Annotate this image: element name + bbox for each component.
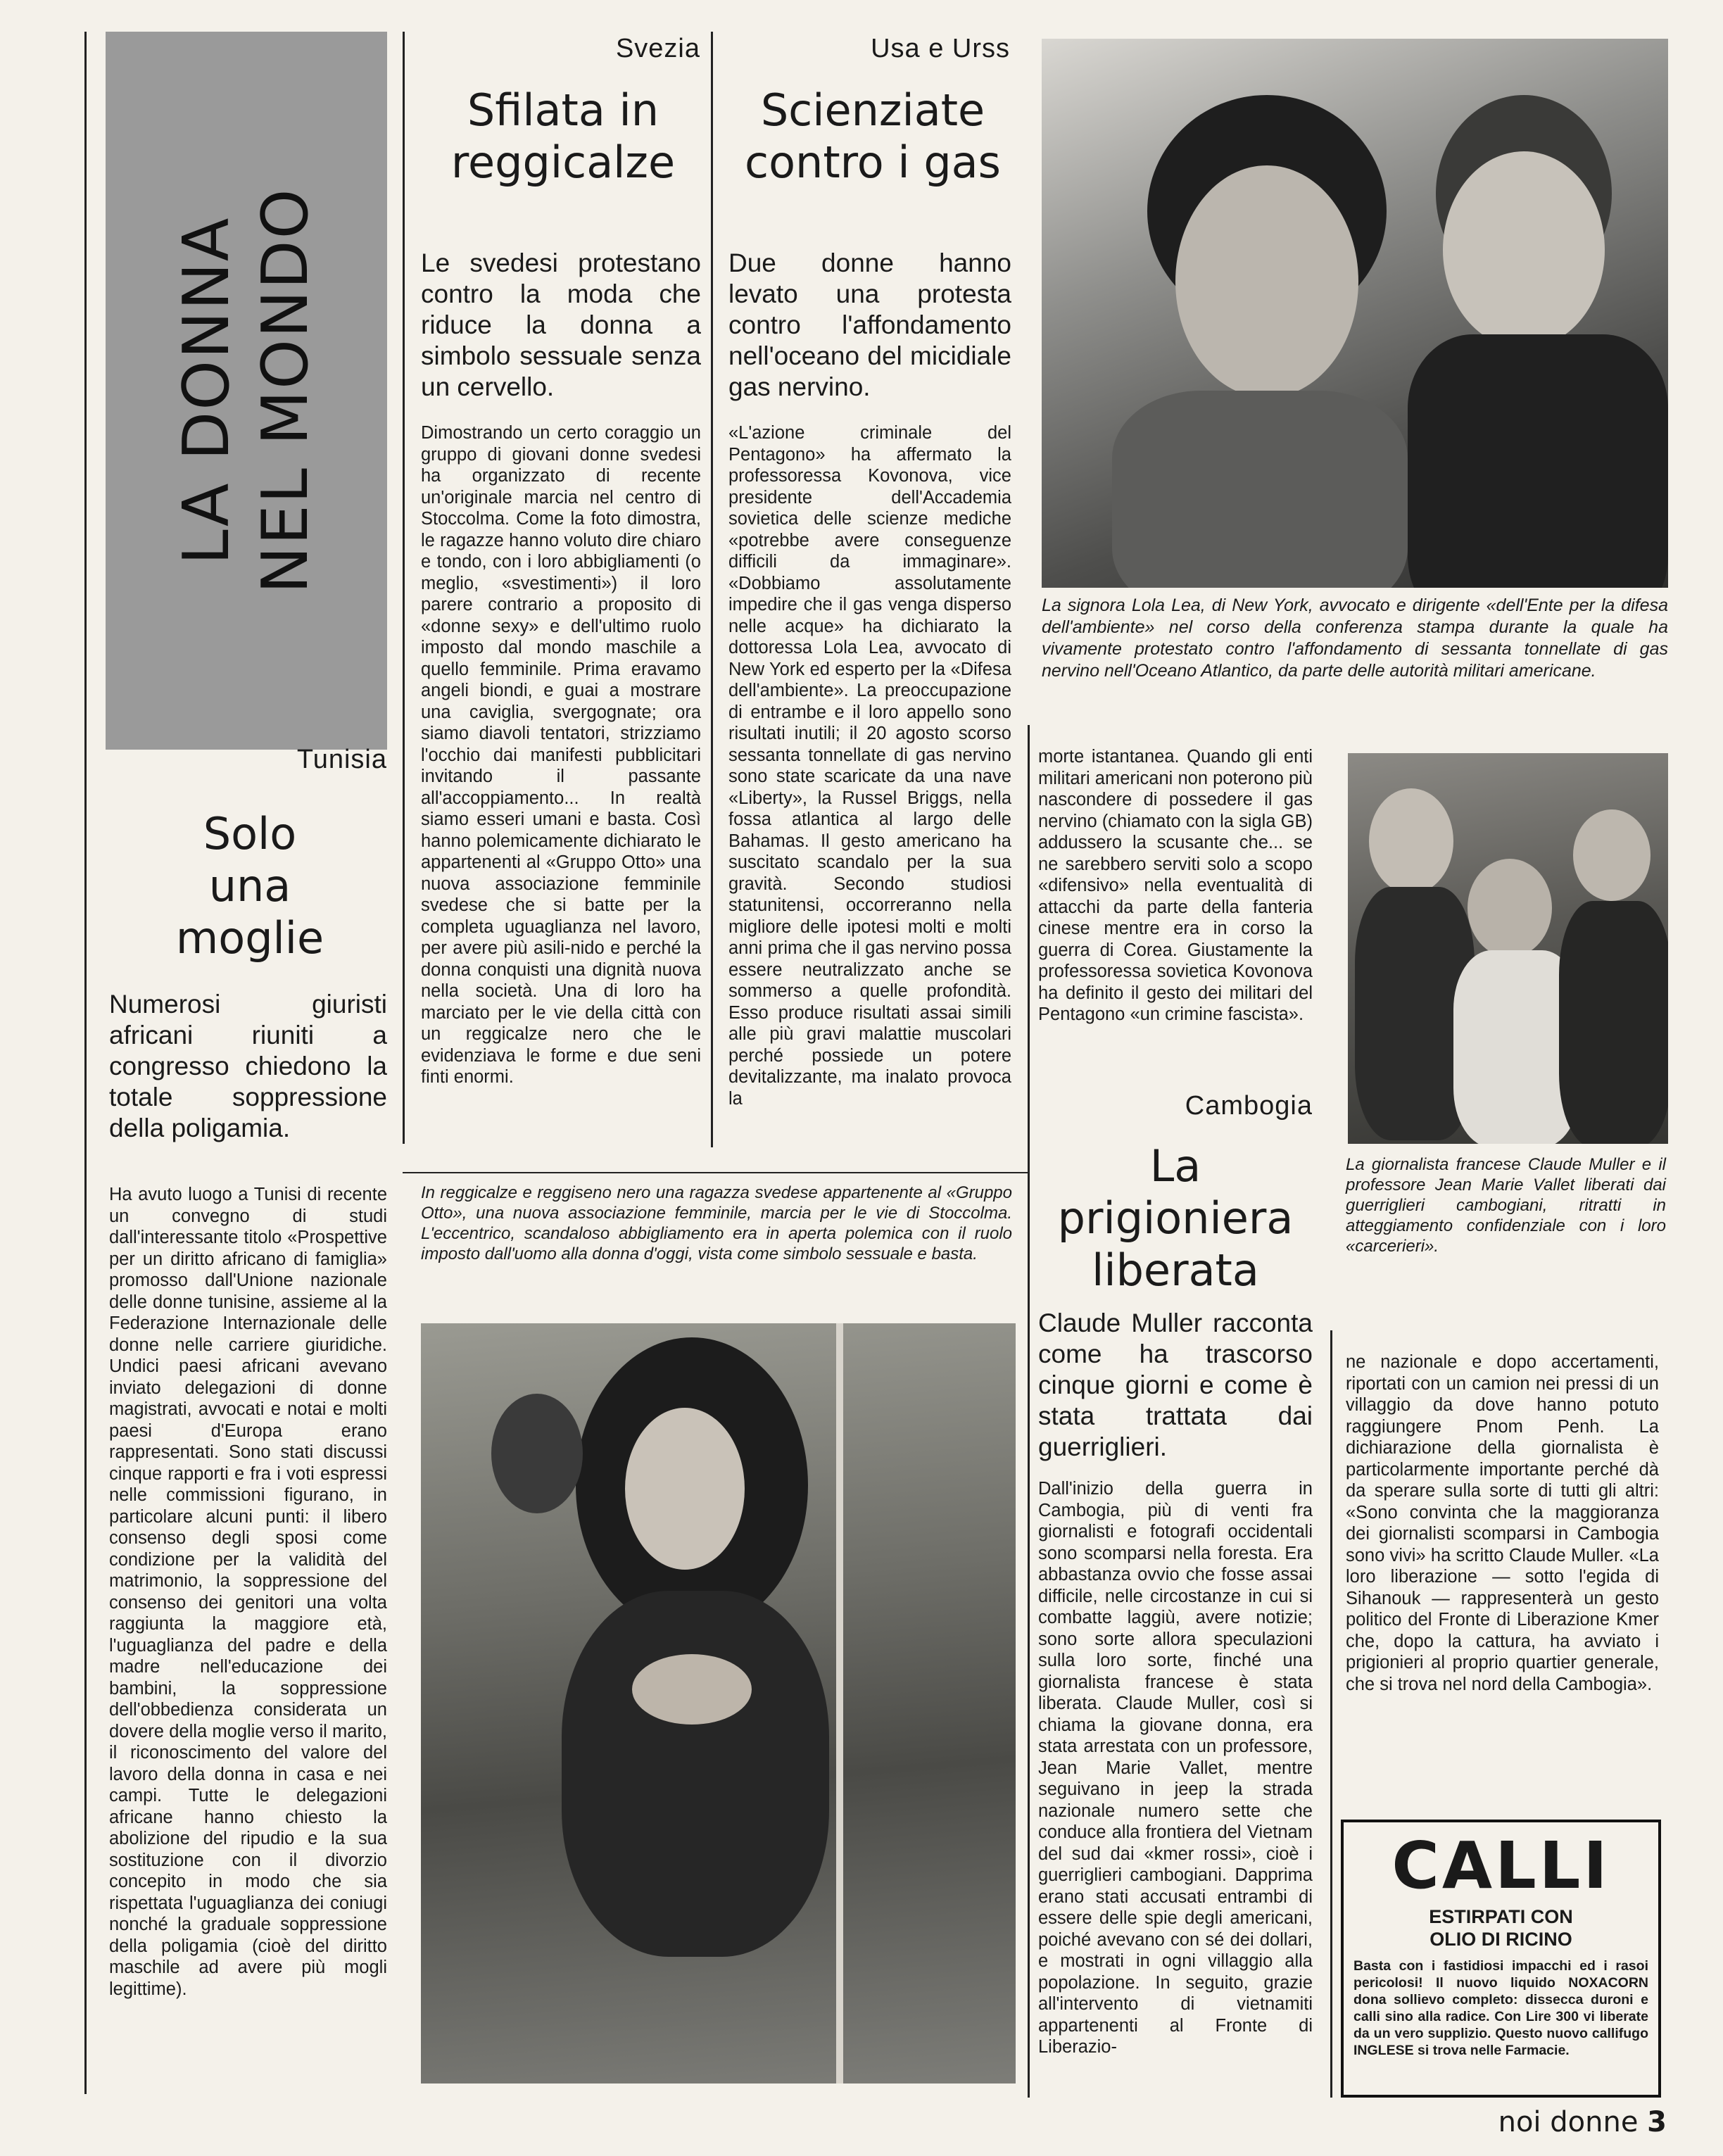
lola-lea-photo — [1042, 39, 1668, 588]
cambogia-photo — [1348, 753, 1668, 1144]
svezia-photo — [421, 1323, 1016, 2083]
cambogia-photo-caption: La giornalista francese Claude Muller e il professore Jean Marie Vallet liberati dai guerriglieri cambogiani, ritratti in atteggiamento confidenziale con i loro «carcerieri». — [1346, 1155, 1666, 1256]
tunisia-body: Ha avuto luogo a Tunisi di recente un convegno di studi dall'interessante titolo «Prospettive per un diritto africano di famiglia» promosso dall'Unione nazionale delle donne tunisine, assieme al la Federazione Internazionale delle donne nelle carriere giuridiche. Undici paesi africani avevano inviato delegazioni di donne magistrati, avvocati e notai e molti paesi d'Europa erano rappresentati. Sono stati discussi cinque rapporti e fra i voti espressi nelle commissioni figurano, in particolare alcuni punti: il libero consenso degli sposi come condizione per la validità del matrimonio, la soppressione del consenso dei genitori una volta raggiunta la maggiore età, l'uguaglianza del padre e della madre nell'educazione dei bambini, la soppressione dell'obbedienza considerata un dovere della moglie verso il marito, il riconoscimento del valore del lavoro della donna in casa e nei campi. Tutte le delegazioni africane hanno chiesto la abolizione del ripudio e la sua sostituzione con il divorzio concepito in modo che sia rispettata l'uguaglianza dei coniugi nonché la graduale soppressione della poligamia (cioè del diritto maschile ad avere più mogli legittime). — [109, 1185, 393, 1999]
cambogia-headline: La prigioniera liberata — [1057, 1140, 1294, 1296]
tunisia-kicker: Tunisia — [296, 745, 387, 774]
usa-body-continued: morte istantanea. Quando gli enti militari americani non poterono più nascondere di possedere il gas nervino (chiamato con la sigla GB) addussero la scusante che... se ne sarebbero serviti solo a scopo «difensivo» nella eventualità di attacchi da parte della fanteria cinese mentre era in corso la guerra di Corea. Giustamente la professoressa sovietica Kovonova ha definito il gesto dei militari del Pentagono «un crimine fascista». — [1038, 747, 1318, 1024]
tunisia-deck: Numerosi giuristi africani riuniti a congresso chiedono la totale soppressione della poligamia. — [109, 990, 387, 1142]
tunisia-headline: Solo una moglie — [175, 808, 324, 964]
svezia-kicker: Svezia — [615, 34, 700, 63]
cambogia-body: Dall'inizio della guerra in Cambogia, più di venti fra giornalisti e fotografi occidentali sono scomparsi nella foresta. Era abbastanza ovvio che fosse assai difficile, nelle circostanze in cui si combatte laggiù, avere notizie; sono sorte allora speculazioni sulla loro sorte, finché una giornalista francese è stata liberata. Claude Muller, così si chiama la giovane donna, era stata arrestata con un professore, Jean Marie Vallet, mentre seguivano in jeep la strada nazionale numero sette che conduce alla frontiera del Vietnam del sud dai «kmer rossi», cioè i guerriglieri cambogiani. Dapprima erano stati accusati entrambi di essere delle spie degli americani, poiché avevano con sé dei dollari, e mostrati in ogni villaggio alla popolazione. In seguito, grazie all'intervento di vietnamiti appartenenti al Fronte di Liberazio- — [1038, 1479, 1318, 2057]
svezia-photo-caption: In reggicalze e reggiseno nero una ragazza svedese appartenente al «Gruppo Otto», una nuova associazione femminile, marcia per le vie di Stoccolma. L'eccentrico, scandaloso abbigliamento era in aperta polemica con il ruolo imposto dall'uomo alla donna d'oggi, vista come simbolo sessuale e basta. — [421, 1183, 1012, 1263]
ad-title: CALLI — [1391, 1828, 1610, 1903]
cambogia-kicker: Cambogia — [1185, 1091, 1313, 1121]
usa-headline: Scienziate contro i gas — [745, 84, 1001, 188]
usa-body: «L'azione criminale del Pentagono» ha affermato la professoressa Kovonova, vice presidente dell'Accademia sovietica delle scienze mediche «potrebbe avere conseguenze difficili da immaginare». «Dobbiamo assolutamente impedire che il gas venga disperso nelle acque» ha dichiarato la dottoressa Lola Lea, avvocato di New York ed esperto per la «Difesa dell'ambiente». La preoccupazione di entrambe e il loro appello sono risultati inutili; il 20 agosto scorso sessanta tonnellate di gas nervino sono state scaricate da una nave «Liberty», la Russel Briggs, nella fossa atlantica al largo delle Bahamas. Il gesto americano ha suscitato scandalo per la sua gravità. Secondo studiosi statunitensi, occorreranno nella migliore delle ipotesi molti e molti anni prima che il gas nervino possa essere neutralizzato anche se sommerso a quelle profondità. Esso produce risultati assai simili alle più gravi malattie muscolari perché possiede un potere devitalizzante, ma inalato provoca la — [728, 423, 1017, 1109]
section-title: LA DONNA NEL MONDO — [170, 187, 322, 594]
page-footer — [1498, 2106, 1667, 2138]
cambogia-body-continued: ne nazionale e dopo accertamenti, riportati con un camion nei pressi di un villaggio da dove hanno potuto raggiungere Pnom Penh. La dichiarazione della giornalista è particolarmente importante perché dà da sperare sulla sorte di tutti gli altri: «Sono convinta che la maggioranza dei giornalisti scomparsi in Cambogia sono vivi» ha scritto Claude Muller. «La loro liberazione — sotto l'egida di Sihanouk — rappresenterà un gesto politico del Fronte di Liberazione Kmer che, dopo la cattura, ha avviato i prigionieri al proprio quartier generale, che si trova nel nord della Cambogia». — [1346, 1352, 1665, 1694]
magazine-name: noi donne — [1498, 2106, 1639, 2138]
usa-kicker: Usa e Urss — [871, 34, 1010, 63]
svezia-body: Dimostrando un certo coraggio un gruppo di giovani donne svedesi ha organizzato di recente un'originale marcia nel centro di Stoccolma. Come la foto dimostra, le ragazze hanno voluto dire chiaro e tondo, con i loro abbigliamenti (o meglio, «svestimenti») il loro parere contrario a proposito di «donne sexy» e dell'ultimo ruolo imposto dal mondo maschile a quello femminile. Prima eravamo angeli biondi, e guai a mostrare una caviglia, svergognate; ora siamo diavoli tentatori, strizziamo l'occhio dai manifesti pubblicitari invitando il passante all'accoppiamento... In realtà siamo esseri umani e basta. Così hanno polemicamente dichiarato le appartenenti al «Gruppo Otto» una nuova associazione femminile svedese che si batte per la completa uguaglianza nel lavoro, per avere più asili-nido e perché la donna conquisti una dignità nuova nella società. Una di loro ha marciato per le vie della città con un reggicalze nero che le evidenziava le forme e due seni finti enormi. — [421, 423, 707, 1087]
ad-subtitle: ESTIRPATI CON OLIO DI RICINO — [1429, 1906, 1573, 1950]
svezia-deck: Le svedesi protestano contro la moda che riduce la donna a simbolo sessuale senza un cervello. — [421, 248, 701, 401]
svezia-headline: Sfilata in reggicalze — [450, 84, 676, 188]
usa-photo-caption: La signora Lola Lea, di New York, avvocato e dirigente «dell'Ente per la difesa dell'ambiente» nel corso della conferenza stampa durante la quale ha vivamente protestato contro l'affondamento di sessanta tonnellate di gas nervino nell'Oceano Atlantico, da parte delle autorità militari americane. — [1042, 595, 1668, 681]
cambogia-deck: Claude Muller racconta come ha trascorso cinque giorni e come è stata trattata dai guerriglieri. — [1038, 1309, 1313, 1461]
calli-advertisement — [1341, 1820, 1661, 2098]
usa-deck: Due donne hanno levato una protesta contro l'affondamento nell'oceano del micidiale gas nervino. — [728, 248, 1011, 401]
ad-body: Basta con i fastidiosi impacchi ed i rasoi pericolosi! Il nuovo liquido NOXACORN dona sollievo completo: dissecca duroni e calli sino alla radice. Con Lire 300 vi liberate da un vero supplizio. Questo nuovo callifugo INGLESE si trova nelle Farmacie. — [1353, 1958, 1648, 2058]
page-number: 3 — [1647, 2106, 1667, 2138]
section-banner — [106, 32, 387, 750]
